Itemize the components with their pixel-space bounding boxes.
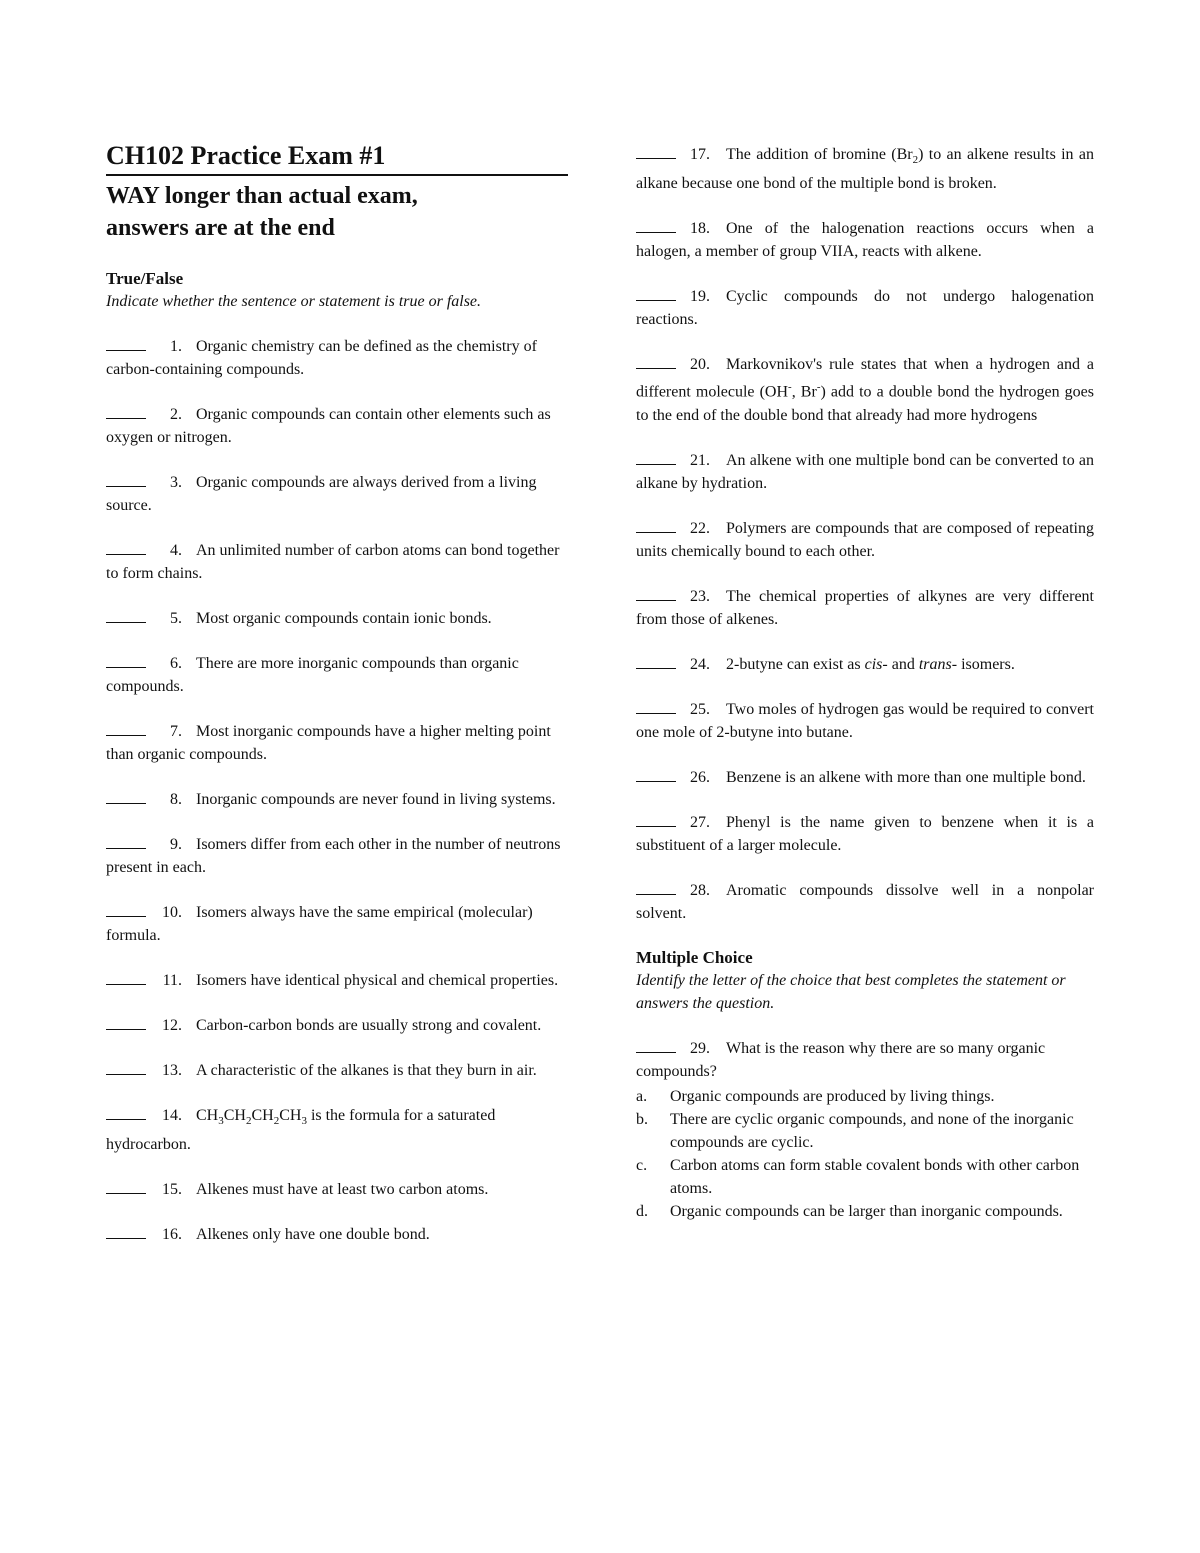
answer-blank[interactable] xyxy=(636,218,676,233)
answer-blank[interactable] xyxy=(106,1224,146,1239)
question-25: 25. Two moles of hydrogen gas would be required to convert one mole of 2-butyne into butane. xyxy=(636,700,1094,741)
question-15: 15. Alkenes must have at least two carbon atoms. xyxy=(106,1178,568,1201)
question-23: 23. The chemical properties of alkynes are very different from those of alkenes. xyxy=(636,587,1094,628)
question-4: 4. An unlimited number of carbon atoms can bond together to form chains. xyxy=(106,542,560,582)
question-29: 29. What is the reason why there are so many organic compounds? xyxy=(636,1039,1046,1080)
answer-blank[interactable] xyxy=(636,450,676,465)
question-10: 10. Isomers always have the same empirical (molecular) formula. xyxy=(106,904,533,944)
answer-blank[interactable] xyxy=(636,880,676,895)
choice-list xyxy=(636,1085,1166,1223)
answer-blank[interactable] xyxy=(106,336,146,351)
choice-b[interactable]: b. There are cyclic organic compounds, and none of the inorganic compounds are cyclic. xyxy=(636,1110,1074,1151)
answer-blank[interactable] xyxy=(636,812,676,827)
answer-blank[interactable] xyxy=(106,902,146,917)
left-column xyxy=(106,140,568,1246)
choice-a[interactable]: a. Organic compounds are produced by living things. xyxy=(636,1087,995,1105)
question-8: 8. Inorganic compounds are never found in living systems. xyxy=(106,788,568,811)
question-19: 19. Cyclic compounds do not undergo halogenation reactions. xyxy=(636,288,1094,329)
question-20: 20. Markovnikov's rule states that when a hydrogen and a different molecule (OH-, Br-) add to a double bond the hydrogen goes to the end of the double bond that already had more hydrogens xyxy=(636,356,1095,424)
answer-blank[interactable] xyxy=(636,354,676,369)
answer-blank[interactable] xyxy=(106,1179,146,1194)
answer-blank[interactable] xyxy=(106,1105,146,1120)
answer-blank[interactable] xyxy=(106,540,146,555)
answer-blank[interactable] xyxy=(106,404,146,419)
answer-blank[interactable] xyxy=(106,653,146,668)
question-17: 17. The addition of bromine $(Br_2)$ to an alkene results in an alkane because one bond of the multiple bond is broken. xyxy=(636,146,1094,193)
question-14: 14. $CH_3CH_2CH_2CH_3$ is the formula for a saturated hydrocarbon. xyxy=(106,1107,496,1154)
question-12: 12. Carbon-carbon bonds are usually strong and covalent. xyxy=(106,1014,568,1037)
answer-blank[interactable] xyxy=(636,654,676,669)
question-9: 9. Isomers differ from each other in the number of neutrons present in each. xyxy=(106,836,561,876)
exam-title: CH102 Practice Exam #1 xyxy=(106,140,568,176)
answer-blank[interactable] xyxy=(636,1038,676,1053)
question-28: 28. Aromatic compounds dissolve well in a nonpolar solvent. xyxy=(636,881,1094,922)
answer-blank[interactable] xyxy=(636,767,676,782)
answer-blank[interactable] xyxy=(636,518,676,533)
question-2: 2. Organic compounds can contain other elements such as oxygen or nitrogen. xyxy=(106,406,551,446)
subtitle-line-2: answers are at the end xyxy=(106,215,335,241)
answer-blank[interactable] xyxy=(106,970,146,985)
answer-blank[interactable] xyxy=(636,144,676,159)
subtitle-line-1: WAY longer than actual exam, xyxy=(106,183,418,209)
answer-blank[interactable] xyxy=(106,472,146,487)
answer-blank[interactable] xyxy=(106,608,146,623)
question-6: 6. There are more inorganic compounds than organic compounds. xyxy=(106,655,519,695)
answer-blank[interactable] xyxy=(106,1015,146,1030)
answer-blank[interactable] xyxy=(106,789,146,804)
question-1: 1. Organic chemistry can be defined as the chemistry of carbon-containing compounds. xyxy=(106,338,537,378)
multiple-choice-instructions: Identify the letter of the choice that best completes the statement or answers the question. xyxy=(636,971,1066,1012)
question-27: 27. Phenyl is the name given to benzene when it is a substituent of a larger molecule. xyxy=(636,813,1094,854)
answer-blank[interactable] xyxy=(106,1060,146,1075)
question-11: 11. Isomers have identical physical and chemical properties. xyxy=(106,969,568,992)
multiple-choice-heading: Multiple Choice xyxy=(636,947,753,967)
question-26: 26. Benzene is an alkene with more than one multiple bond. xyxy=(636,766,1094,789)
question-16: 16. Alkenes only have one double bond. xyxy=(106,1223,568,1246)
question-5: 5. Most organic compounds contain ionic bonds. xyxy=(106,607,568,630)
right-column xyxy=(636,143,1094,1223)
question-21: 21. An alkene with one multiple bond can be converted to an alkane by hydration. xyxy=(636,451,1094,492)
true-false-instructions: Indicate whether the sentence or statement is true or false. xyxy=(106,293,482,310)
question-24: 24. 2-butyne can exist as cis- and trans- isomers. xyxy=(636,653,1094,676)
true-false-heading: True/False xyxy=(106,269,184,288)
exam-subtitle xyxy=(106,180,568,244)
question-7: 7. Most inorganic compounds have a higher melting point than organic compounds. xyxy=(106,723,551,763)
formula: $CH_3CH_2CH_2CH_3$ xyxy=(196,1107,307,1128)
question-22: 22. Polymers are compounds that are composed of repeating units chemically bound to each other. xyxy=(636,519,1094,560)
question-13: 13. A characteristic of the alkanes is that they burn in air. xyxy=(106,1059,568,1082)
question-18: 18. One of the halogenation reactions occurs when a halogen, a member of group VIIA, reacts with alkene. xyxy=(636,220,1094,261)
answer-blank[interactable] xyxy=(636,699,676,714)
answer-blank[interactable] xyxy=(106,721,146,736)
answer-blank[interactable] xyxy=(106,834,146,849)
choice-c[interactable]: c. Carbon atoms can form stable covalent bonds with other carbon atoms. xyxy=(636,1156,1080,1197)
answer-blank[interactable] xyxy=(636,286,676,301)
question-3: 3. Organic compounds are always derived from a living source. xyxy=(106,474,537,514)
choice-d[interactable]: d. Organic compounds can be larger than inorganic compounds. xyxy=(636,1202,1063,1220)
answer-blank[interactable] xyxy=(636,586,676,601)
